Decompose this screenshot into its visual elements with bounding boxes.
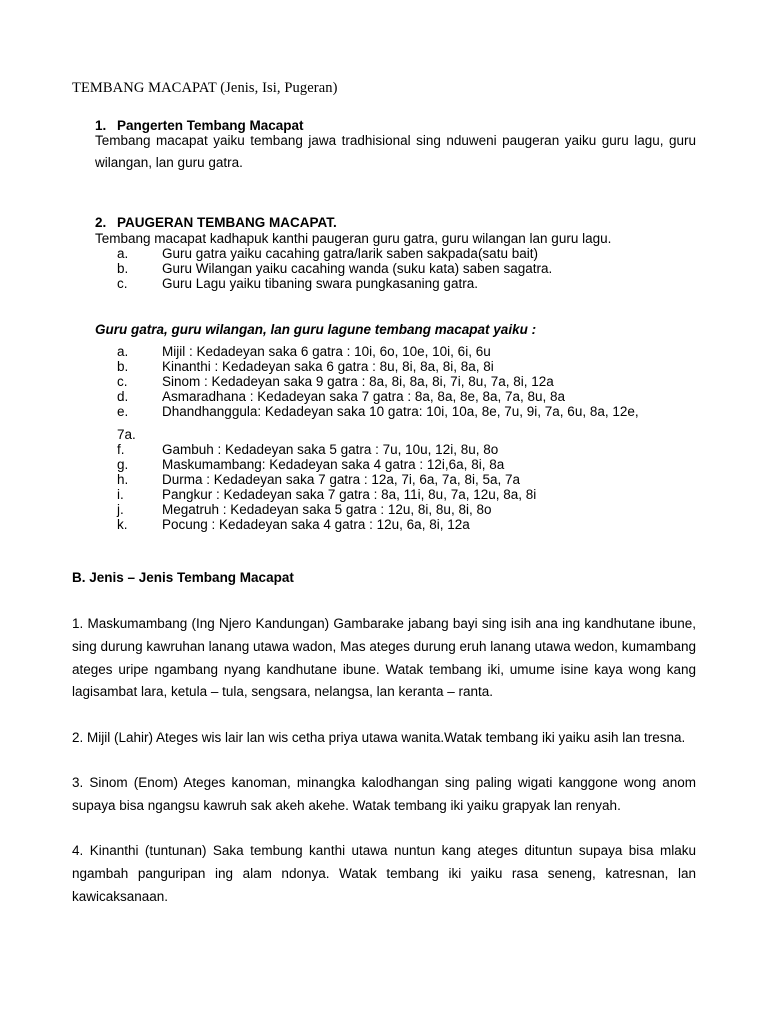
guru-list-heading: Guru gatra, guru wilangan, lan guru lagune tembang macapat yaiku :: [95, 322, 537, 337]
list-marker: g.: [117, 457, 129, 472]
guru-item: [117, 442, 498, 457]
list-text: Guru gatra yaiku cacahing gatra/larik saben sakpada(satu bait): [162, 246, 538, 261]
list-text: Guru Wilangan yaiku cacahing wanda (suku kata) saben sagatra.: [162, 261, 553, 276]
list-marker: j.: [117, 502, 124, 517]
guru-item: [117, 502, 491, 517]
list-marker: b.: [117, 359, 129, 374]
guru-item: [117, 389, 565, 404]
section-2-intro: Tembang macapat kadhapuk kanthi paugeran guru gatra, guru wilangan lan guru lagu.: [95, 231, 612, 246]
list-text: Mijil : Kedadeyan saka 6 gatra : 10i, 6o, 10e, 10i, 6i, 6u: [162, 344, 491, 359]
list-text: Pangkur : Kedadeyan saka 7 gatra : 8a, 11i, 8u, 7a, 12u, 8a, 8i: [162, 487, 537, 502]
list-marker: h.: [117, 472, 129, 487]
guru-item: [117, 404, 639, 419]
list-marker: b.: [117, 261, 129, 276]
list-marker: e.: [117, 404, 129, 419]
list-marker: a.: [117, 344, 129, 359]
paugeran-item: [117, 276, 478, 291]
section-2-number: 2.: [95, 215, 107, 230]
list-text: Sinom : Kedadeyan saka 9 gatra : 8a, 8i, 8a, 8i, 7i, 8u, 7a, 8i, 12a: [162, 374, 554, 389]
jenis-paragraph-sinom: 3. Sinom (Enom) Ateges kanoman, minangka kalodhangan sing paling wigati kanggone wong anom supaya bisa ngangsu kawruh sak akeh akehe. Watak tembang iki yaiku grapyak lan renyah.: [72, 775, 696, 813]
section-2-title: PAUGERAN TEMBANG MACAPAT.: [117, 215, 337, 230]
list-text: Gambuh : Kedadeyan saka 5 gatra : 7u, 10u, 12i, 8u, 8o: [162, 442, 499, 457]
jenis-paragraph-maskumambang: 1. Maskumambang (Ing Njero Kandungan) Gambarake jabang bayi sing isih ana ing kandhutane ibune, sing durung kawruhan lanang utawa wadon, Mas ateges durung eruh lanang utawa wedon, kumambang ateges uripe ngambang nyang kandhutane ibune. Watak tembang iki, umume isine kaya wong kang lagisambat lara, ketula – tula, sengsara, nelangsa, lan keranta – ranta.: [72, 616, 696, 700]
list-text: Dhandhanggula: Kedadeyan saka 10 gatra: 10i, 10a, 8e, 7u, 9i, 7a, 6u, 8a, 12e,: [162, 404, 639, 419]
guru-item: [117, 344, 491, 359]
section-1-number: 1.: [95, 118, 107, 133]
list-text: Durma : Kedadeyan saka 7 gatra : 12a, 7i, 6a, 7a, 8i, 5a, 7a: [162, 472, 520, 487]
guru-item: [117, 517, 470, 532]
list-text: Kinanthi : Kedadeyan saka 6 gatra : 8u, 8i, 8a, 8i, 8a, 8i: [162, 359, 494, 374]
guru-item: [117, 374, 554, 389]
list-marker: c.: [117, 276, 128, 291]
document-title: TEMBANG MACAPAT (Jenis, Isi, Pugeran): [72, 80, 338, 96]
guru-item: [117, 457, 504, 472]
list-text: Megatruh : Kedadeyan saka 5 gatra : 12u, 8i, 8u, 8i, 8o: [162, 502, 492, 517]
section-b-heading: B. Jenis – Jenis Tembang Macapat: [72, 570, 294, 585]
guru-item: [117, 487, 536, 502]
paugeran-item: [117, 246, 538, 261]
list-marker: c.: [117, 374, 128, 389]
paugeran-item: [117, 261, 552, 276]
list-text: Asmaradhana : Kedadeyan saka 7 gatra : 8a, 8a, 8e, 8a, 7a, 8u, 8a: [162, 389, 566, 404]
section-1-title: Pangerten Tembang Macapat: [117, 118, 304, 133]
guru-item-continuation: 7a.: [117, 427, 136, 442]
list-text: Pocung : Kedadeyan saka 4 gatra : 12u, 6a, 8i, 12a: [162, 517, 470, 532]
jenis-paragraph-mijil: 2. Mijil (Lahir) Ateges wis lair lan wis cetha priya utawa wanita.Watak tembang iki yaiku asih lan tresna.: [72, 730, 686, 745]
list-marker: k.: [117, 517, 128, 532]
guru-item: [117, 359, 494, 374]
section-1-text: Tembang macapat yaiku tembang jawa tradhisional sing nduweni paugeran yaiku guru lagu, guru wilangan, lan guru gatra.: [95, 133, 696, 170]
jenis-paragraph-kinanthi: 4. Kinanthi (tuntunan) Saka tembung kanthi utawa nuntun kang ateges dituntun supaya bisa mlaku ngambah panguripan ing alam ndonya. Watak tembang iki yaiku rasa seneng, katresnan, lan kawicaksanaan.: [72, 843, 696, 904]
list-text: Maskumambang: Kedadeyan saka 4 gatra : 12i,6a, 8i, 8a: [162, 457, 505, 472]
list-marker: a.: [117, 246, 129, 261]
list-marker: i.: [117, 487, 124, 502]
list-text: Guru Lagu yaiku tibaning swara pungkasaning gatra.: [162, 276, 478, 291]
guru-item: [117, 472, 520, 487]
list-marker: f.: [117, 442, 125, 457]
list-marker: d.: [117, 389, 129, 404]
section-2-heading: [95, 215, 337, 230]
